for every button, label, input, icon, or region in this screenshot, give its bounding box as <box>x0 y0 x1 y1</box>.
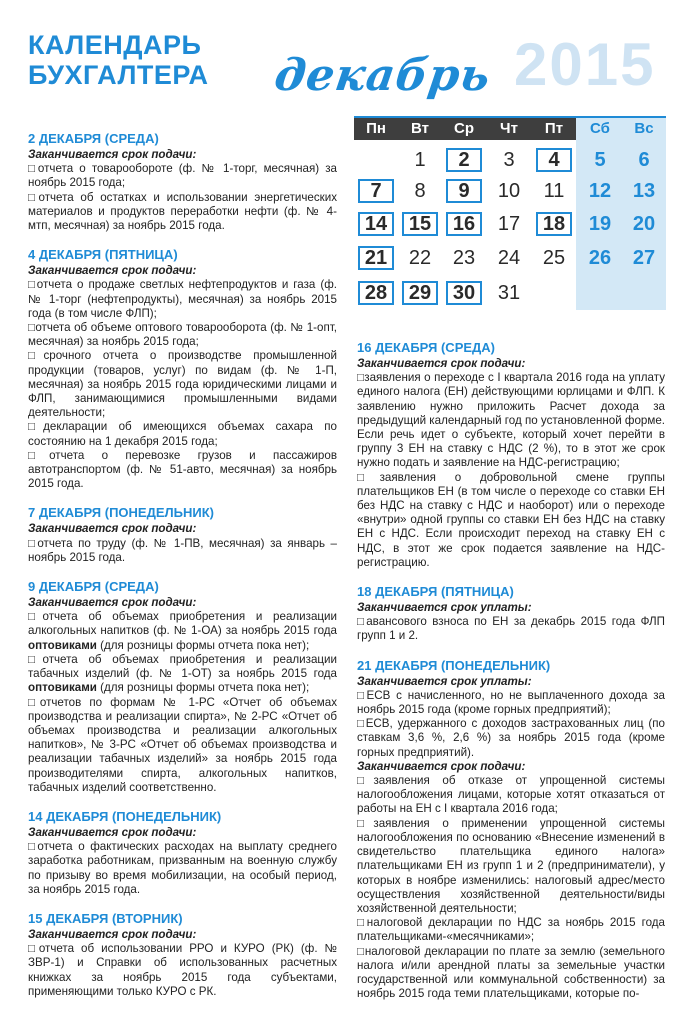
weekday-label: Пт <box>544 120 564 137</box>
item-emphasis: оптовиками <box>28 638 97 652</box>
calendar-day: 17 <box>497 213 521 235</box>
section-subheading: Заканчивается срок подачи: <box>28 148 197 161</box>
section-heading: 7 ДЕКАБРЯ (ПОНЕДЕЛЬНИК) <box>28 505 214 521</box>
section-heading: 2 ДЕКАБРЯ (СРЕДА) <box>28 131 159 146</box>
calendar-day: 11 <box>543 180 565 202</box>
section-dec-18 <box>357 584 665 644</box>
calendar-day: 23 <box>452 247 476 269</box>
calendar-day: 27 <box>632 247 656 269</box>
calendar-day: 5 <box>594 149 606 171</box>
list-item: □ декларации об имеющихся объемах сахара по состоянию на 1 декабря 2015 года; <box>28 420 337 448</box>
calendar-day: 30 <box>446 281 482 305</box>
calendar-day: 18 <box>536 212 572 236</box>
section-subheading: Заканчивается срок уплаты: <box>357 674 532 688</box>
calendar-day: 31 <box>497 282 521 304</box>
calendar-day: 19 <box>588 213 612 235</box>
calendar-title <box>28 30 209 90</box>
weekday-label: Вс <box>634 120 654 137</box>
section-dec-21 <box>357 658 665 1002</box>
list-item: □ отчета по труду (ф. № 1-ПВ, месячная) за январь – ноябрь 2015 года. <box>28 537 337 565</box>
section-heading: 18 ДЕКАБРЯ (ПЯТНИЦА) <box>357 584 514 600</box>
section-subheading: Заканчивается срок подачи: <box>357 357 526 370</box>
calendar-day: 12 <box>588 180 612 202</box>
item-text: (для розницы формы отчета пока нет); <box>100 638 310 652</box>
list-item: □ заявления об отказе от упрощенной системы налогообложения лицами, которые хотят отказаться от работы на ЕН с I квартала 2016 года; <box>357 774 665 817</box>
list-item: □ отчета о продаже светлых нефтепродуктов и газа (ф. № 1-торг (нефтепродукты), месячная) за ноябрь 2015 года (в том числе ФЛП); <box>28 278 337 321</box>
section-subheading: Заканчивается срок подачи: <box>28 596 197 610</box>
calendar-day: 16 <box>446 212 482 236</box>
list-item: □ отчета об остатках и использовании энергетических материалов и продуктов переработки нефти (ф. № 4-мтп, месячная) за ноябрь 2015 года. <box>28 191 337 234</box>
section-dec-14 <box>28 809 337 897</box>
section-subheading: Заканчивается срок подачи: <box>28 264 197 278</box>
list-item: □ заявления о переходе с I квартала 2016 года на уплату единого налога (ЕН) действующими юрлицами и ФЛП. К заявлению нужно приложить Расчет дохода за предыдущий календарный год по установленной форме. Если речь идет о субъекте, который хочет перейти в группу 3 ЕН на ставку с НДС (2 %), то в этот же срок нужно подать и заявление на НДС-регистрацию; <box>357 371 665 470</box>
calendar-day: 8 <box>414 180 426 202</box>
calendar-day: 14 <box>358 212 394 236</box>
calendar-day: 21 <box>358 246 394 270</box>
title-line-2: БУХГАЛТЕРА <box>28 60 209 90</box>
list-item: □ ЕСВ, удержанного с доходов застрахованных лиц (по ставкам 3,6 %, 2,6 %) за ноябрь 2015 года (кроме горных предприятий). <box>357 717 665 760</box>
calendar-day: 29 <box>402 281 438 305</box>
section-dec-15 <box>28 911 337 999</box>
calendar-day: 10 <box>497 180 521 202</box>
calendar-day: 25 <box>542 247 566 269</box>
weekday-label: Вт <box>411 120 429 137</box>
section-heading: 4 ДЕКАБРЯ (ПЯТНИЦА) <box>28 247 178 263</box>
list-item: □ отчета об использовании РРО и КУРО (РК) (ф. № ЗВР-1) и Справки об использованных расчетных книжках за ноябрь 2015 года субъектами, применяющими только КУРО с РК. <box>28 942 337 999</box>
title-line-1: КАЛЕНДАРЬ <box>28 30 202 60</box>
calendar-day: 3 <box>503 149 515 171</box>
section-subheading: Заканчивается срок подачи: <box>28 825 197 839</box>
calendar-day: 4 <box>536 148 572 172</box>
section-dec-7 <box>28 505 337 565</box>
section-heading: 15 ДЕКАБРЯ (ВТОРНИК) <box>28 910 183 926</box>
calendar-day: 20 <box>632 213 656 235</box>
section-dec-9 <box>28 579 337 795</box>
calendar-day: 9 <box>446 179 482 203</box>
list-item: □ авансового взноса по ЕН за декабрь 2015 года ФЛП групп 1 и 2. <box>357 615 665 643</box>
list-item: □ заявления о добровольной смене группы плательщиков ЕН (в том числе о переходе со ставки ЕН без НДС на ставку с НДС и наоборот) или о переходе «внутри» одной группы со ставки ЕН без НДС на ставку ЕН с НДС. Если происходит переход на ставку ЕН с НДС, в этот же срок подается заявление на НДС-регистрацию. <box>357 471 665 570</box>
left-column <box>28 131 337 1013</box>
section-dec-16 <box>357 340 665 570</box>
calendar-day: 28 <box>358 281 394 305</box>
month-name: декабрь <box>271 50 495 101</box>
calendar-day: 24 <box>497 247 521 269</box>
list-item: □ налоговой декларации по НДС за ноябрь 2015 года плательщиками-«месячниками»; <box>357 916 665 944</box>
section-dec-4 <box>28 247 337 491</box>
item-text: отчета об объемах приобретения и реализации алкогольных напитков (ф. № 1-ОА) за ноябрь 2015 года <box>28 610 337 638</box>
section-heading: 9 ДЕКАБРЯ (СРЕДА) <box>28 579 159 595</box>
list-item: □ срочного отчета о производстве промышленной продукции (товаров, услуг) по видам (ф. № 1-П, месячная) за ноябрь 2015 года юридическими лицами и ФЛП, занимающимися промышленными видами деятельности; <box>28 349 337 420</box>
weekday-label: Чт <box>500 120 518 137</box>
section-subheading: Заканчивается срок подачи: <box>28 522 197 536</box>
calendar-day: 1 <box>414 149 426 171</box>
section-dec-2 <box>28 131 337 233</box>
calendar-day: 6 <box>638 149 650 171</box>
list-item: □ ЕСВ с начисленного, но не выплаченного дохода за ноябрь 2015 года (кроме горных предприятий); <box>357 689 665 717</box>
list-item: □ отчета о товарообороте (ф. № 1-торг, месячная) за ноябрь 2015 года; <box>28 162 337 190</box>
right-column <box>357 340 665 1015</box>
calendar-day: 7 <box>358 179 394 203</box>
list-item <box>28 610 337 653</box>
calendar-day: 2 <box>446 148 482 172</box>
weekday-label: Сб <box>590 120 610 137</box>
item-text: (для розницы формы отчета пока нет); <box>100 681 310 695</box>
weekday-label: Пн <box>366 120 386 137</box>
weekday-label: Ср <box>454 120 474 137</box>
list-item: □ отчета о перевозке грузов и пассажиров автотранспортом (ф. № 51-авто, месячная) за ноябрь 2015 года. <box>28 449 337 492</box>
section-heading: 16 ДЕКАБРЯ (СРЕДА) <box>357 340 496 355</box>
year: 2015 <box>514 31 656 98</box>
calendar-day: 26 <box>588 247 612 269</box>
section-heading: 21 ДЕКАБРЯ (ПОНЕДЕЛЬНИК) <box>357 657 551 673</box>
section-subheading: Заканчивается срок подачи: <box>357 759 526 773</box>
list-item: □ заявления о применении упрощенной системы налогообложения по основанию «Внесение изменений в свидетельство плательщика единого налога» плательщиками ЕН из групп 1 и 2 (предприниматели), у которых в ноябре изменились: налоговый адрес/место осуществления хозяйственной деятельности/виды хозяйственной деятельности; <box>357 817 665 916</box>
section-subheading: Заканчивается срок уплаты: <box>357 601 532 615</box>
item-text: отчета об объемах приобретения и реализации табачных изделий (ф. № 1-ОТ) за ноябрь 2015 года <box>28 652 337 681</box>
section-subheading: Заканчивается срок подачи: <box>28 927 197 941</box>
calendar-day: 22 <box>408 247 432 269</box>
item-emphasis: оптовиками <box>28 681 97 695</box>
list-item: □ отчетов по формам № 1-РС «Отчет об объемах производства и реализации спирта», № 2-РС «Отчет об объемах производства и реализации алкогольных напитков», № 3-РС «Отчет об объемах производства и реализации табачных изделий» за ноябрь 2015 года производителями спирта, алкогольных напитков, табачных изделий соответственно. <box>28 696 337 795</box>
list-item: □ налоговой декларации по плате за землю (земельного налога и/или арендной платы за земельные участки государственной или коммунальной собственности) за ноябрь 2015 года теми плательщиками, которые по- <box>357 945 665 1002</box>
section-heading: 14 ДЕКАБРЯ (ПОНЕДЕЛЬНИК) <box>28 808 222 824</box>
calendar-day: 15 <box>402 212 438 236</box>
list-item: □ отчета о фактических расходах на выплату среднего заработка работникам, призванным на военную службу по призыву во время мобилизации, на особый период, за ноябрь 2015 года. <box>28 840 337 897</box>
calendar-day: 13 <box>632 180 656 202</box>
list-item <box>28 653 337 696</box>
list-item: □ отчета об объеме оптового товарооборота (ф. № 1-опт, месячная) за ноябрь 2015 года; <box>28 321 337 349</box>
